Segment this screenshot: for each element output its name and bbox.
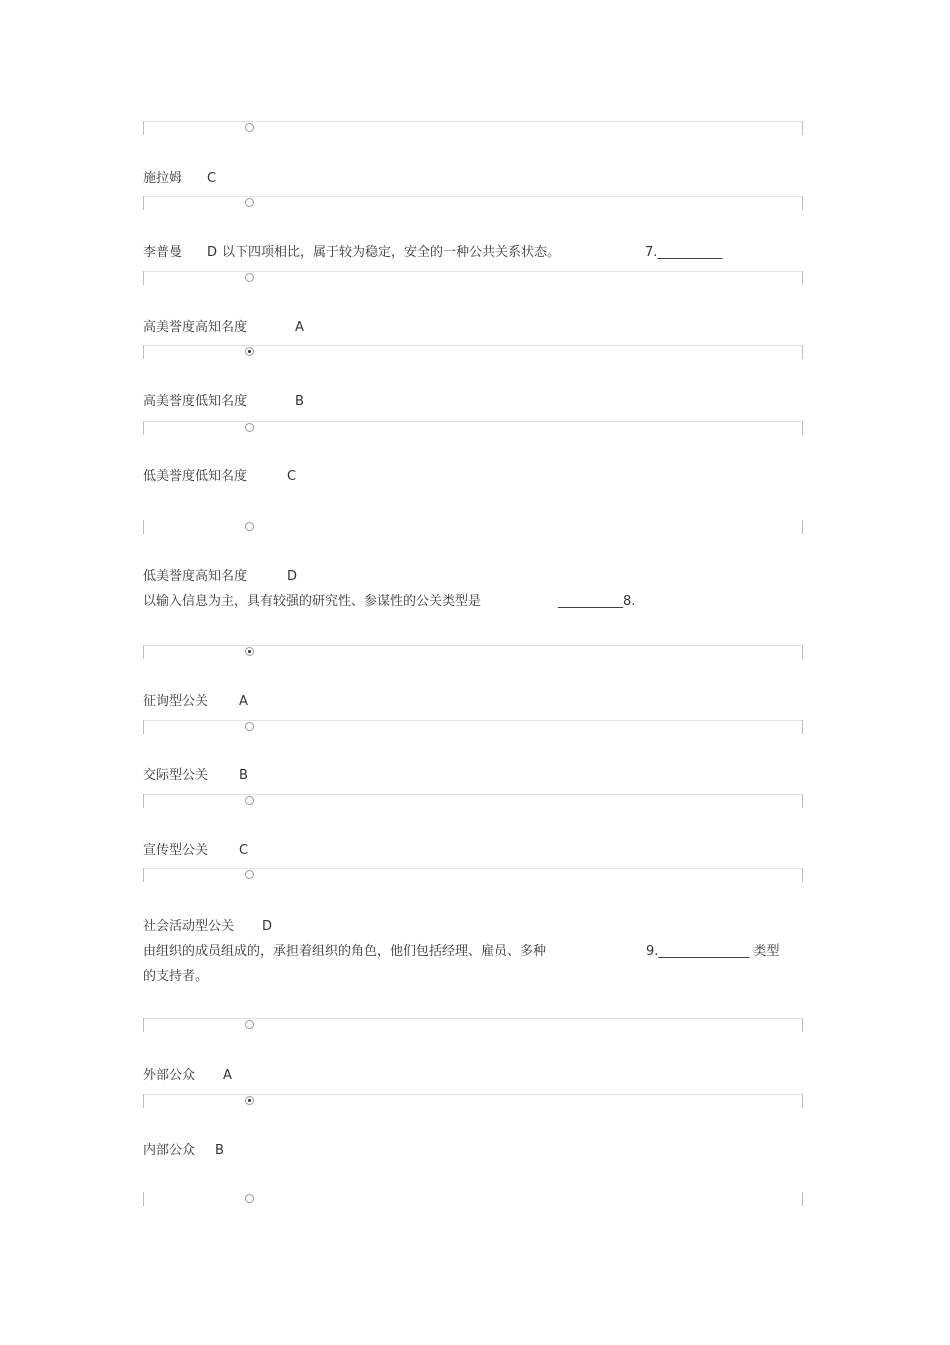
radio-option-8a[interactable]: [245, 647, 254, 656]
option-letter-8a: A: [239, 694, 248, 709]
option-text-8b: 交际型公关: [143, 768, 209, 783]
option-letter-7a: A: [295, 320, 304, 335]
option-text-9b: 内部公众: [143, 1143, 196, 1158]
radio-option-7a[interactable]: [245, 273, 254, 282]
option-text-8a: 征询型公关: [143, 694, 209, 709]
option-row: [143, 1018, 803, 1031]
question-9-text: 由组织的成员组成的，承担着组织的角色，他们包括经理、雇员、多种: [143, 944, 547, 959]
option-row: [143, 1193, 803, 1205]
option-text-7b: 高美誉度低知名度: [143, 394, 248, 409]
radio-option-7b[interactable]: [245, 347, 254, 356]
option-text-8d: 社会活动型公关: [143, 919, 235, 934]
option-row: [143, 271, 803, 284]
radio-option-6d[interactable]: [245, 198, 254, 207]
option-text-7c: 低美誉度低知名度: [143, 469, 248, 484]
option-letter-7d: D: [287, 569, 298, 584]
option-letter-7c: C: [287, 469, 297, 484]
radio-option-8c[interactable]: [245, 796, 254, 805]
question-7-blank: 7.__________: [645, 245, 723, 260]
option-text-8c: 宣传型公关: [143, 843, 209, 858]
option-letter-6c: C: [207, 171, 217, 186]
radio-option-7c[interactable]: [245, 423, 254, 432]
radio-option-8b[interactable]: [245, 722, 254, 731]
radio-option-9b[interactable]: [245, 1096, 254, 1105]
radio-option-9a[interactable]: [245, 1020, 254, 1029]
question-8-blank: __________8.: [558, 594, 636, 609]
option-letter-8b: B: [239, 768, 248, 783]
option-text-6d: 李普曼: [143, 245, 183, 260]
option-row: [143, 421, 803, 434]
option-row: [143, 720, 803, 733]
option-row: [143, 645, 803, 658]
question-9-text-continued: 的支持者。: [143, 969, 209, 984]
option-letter-8c: C: [239, 843, 249, 858]
option-letter-8d: D: [262, 919, 273, 934]
option-row: [143, 196, 803, 209]
option-letter-9a: A: [223, 1068, 232, 1083]
option-letter-9b: B: [215, 1143, 224, 1158]
radio-option-7d[interactable]: [245, 522, 254, 531]
option-row: [143, 868, 803, 881]
question-8-text: 以输入信息为主，具有较强的研究性、参谋性的公关类型是: [143, 594, 482, 609]
option-row: [143, 1094, 803, 1107]
question-7-text: 以下四项相比，属于较为稳定，安全的一种公共关系状态。: [222, 245, 561, 260]
option-text-7d: 低美誉度高知名度: [143, 569, 248, 584]
option-letter-7b: B: [295, 394, 304, 409]
option-row: [143, 794, 803, 807]
option-text-9a: 外部公众: [143, 1068, 196, 1083]
question-9-blank: 9.______________ 类型: [646, 944, 780, 959]
option-letter-6d: D: [207, 245, 218, 260]
option-text-6c: 施拉姆: [143, 171, 183, 186]
radio-option-6c[interactable]: [245, 123, 254, 132]
radio-option-9c[interactable]: [245, 1194, 254, 1203]
option-row: [143, 345, 803, 358]
option-text-7a: 高美誉度高知名度: [143, 320, 248, 335]
radio-option-8d[interactable]: [245, 870, 254, 879]
option-row: [143, 121, 803, 134]
option-row: [143, 521, 803, 533]
